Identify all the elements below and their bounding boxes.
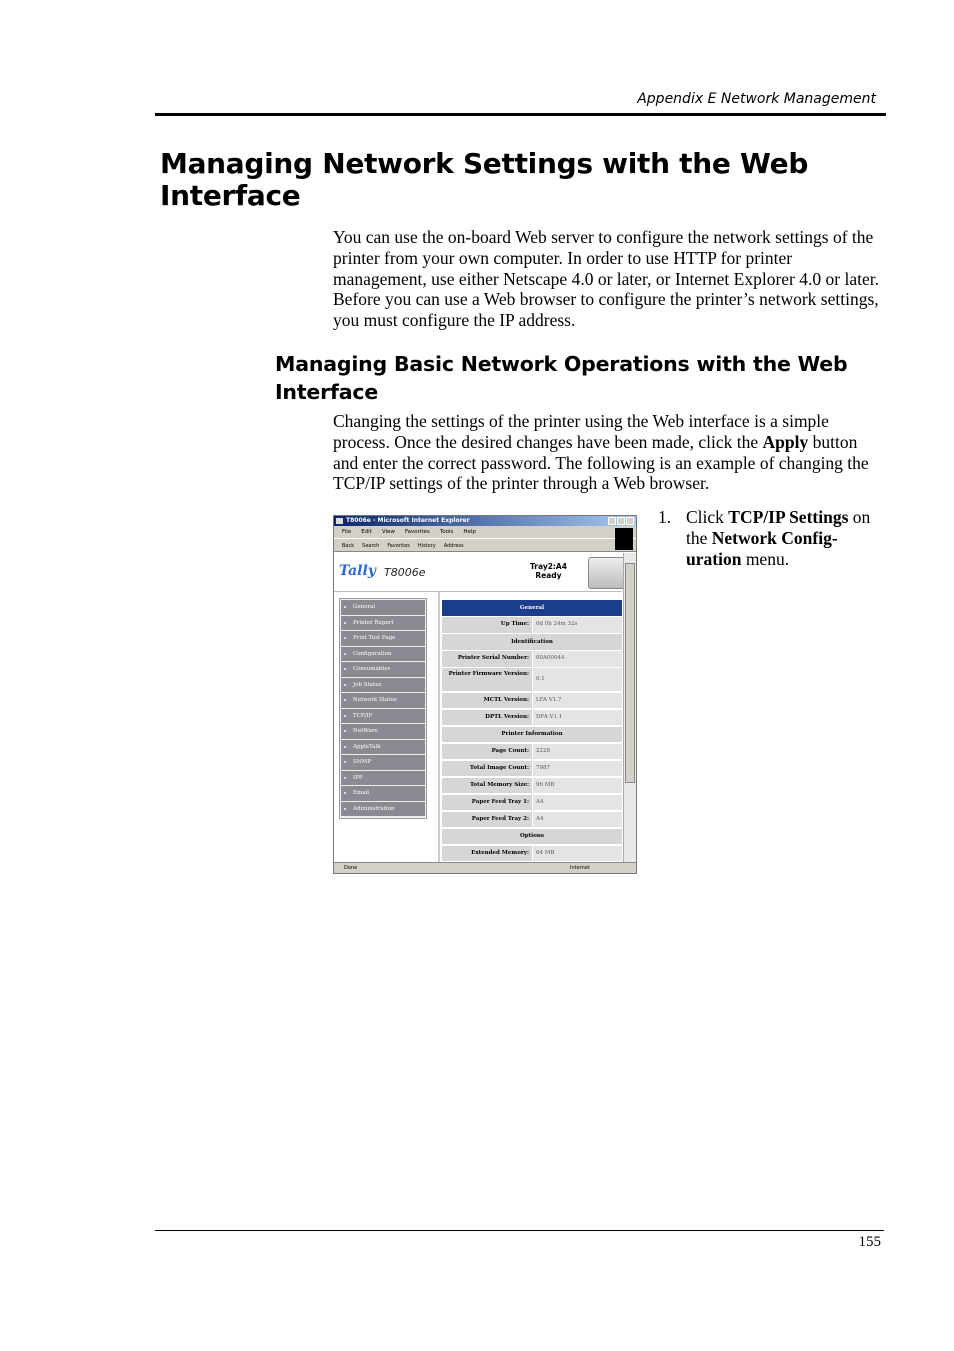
nav-item: ► Printer Report xyxy=(341,616,425,631)
frame-divider xyxy=(438,592,440,862)
nav-item: ► Email xyxy=(341,786,425,801)
row-value: 96 MB xyxy=(533,778,622,794)
menu-item: Help xyxy=(463,529,476,535)
nav-item: ► SNMP xyxy=(341,755,425,770)
minimize-icon xyxy=(608,517,616,525)
body-paragraph: Changing the settings of the printer using the Web interface is a simple process. Once the desired changes have been made, click the Apply button and enter the correct password. The following is an example of changing the TCP/IP settings of the printer through a Web browser. xyxy=(333,411,869,494)
nav-item: ► Consumables xyxy=(341,662,425,677)
menu-item: File xyxy=(342,529,352,535)
nav-item: ► NetWare xyxy=(341,724,425,739)
tally-logo: Tally xyxy=(339,563,376,579)
row-value: A4 xyxy=(533,795,622,811)
row-value: 64 MB xyxy=(533,846,622,862)
row-label: Up Time: xyxy=(442,617,532,633)
table-header: General xyxy=(442,600,622,616)
footer-rule xyxy=(155,1230,884,1231)
nav-item: ► General xyxy=(341,600,425,615)
running-header: Appendix E Network Management xyxy=(637,91,876,107)
menu-item: Tools xyxy=(439,529,454,535)
toolbar-item: Back xyxy=(342,543,355,549)
table-row xyxy=(442,617,622,633)
window-titlebar xyxy=(334,516,636,526)
nav-item: ► Job Status xyxy=(341,678,425,693)
nav-item: ► TCP/IP xyxy=(341,709,425,724)
close-icon xyxy=(626,517,634,525)
section-heading: Managing Network Settings with the Web Interface xyxy=(160,147,809,212)
table-row xyxy=(442,846,622,862)
nav-item: ► Administration xyxy=(341,802,425,817)
table-section: Printer Information xyxy=(442,727,622,743)
row-value: 0d 0h 24m 32s xyxy=(533,617,622,633)
subsection-heading: Managing Basic Network Operations with the Web Interface xyxy=(275,352,848,404)
nav-item: ► Configuration xyxy=(341,647,425,662)
row-label: MCTL Version: xyxy=(442,693,532,709)
row-value: A4 xyxy=(533,812,622,828)
menu-item: View xyxy=(381,529,395,535)
vertical-scrollbar xyxy=(623,553,636,863)
nav-item: ► IPP xyxy=(341,771,425,786)
row-label: Total Memory Size: xyxy=(442,778,532,794)
row-value: 0.1 xyxy=(533,668,622,691)
row-value: 7987 xyxy=(533,761,622,777)
table-row xyxy=(442,795,622,811)
menu-item: Edit xyxy=(361,529,372,535)
printer-model: T8006e xyxy=(384,566,426,579)
row-value: 2228 xyxy=(533,744,622,760)
scroll-thumb xyxy=(625,563,635,783)
browser-toolbar xyxy=(334,538,636,552)
row-label: Paper Feed Tray 1: xyxy=(442,795,532,811)
printer-banner xyxy=(334,553,622,592)
row-label: Printer Firmware Version: xyxy=(442,668,532,691)
row-label: Page Count: xyxy=(442,744,532,760)
nav-item: ► Network Status xyxy=(341,693,425,708)
step-number: 1. xyxy=(658,507,672,527)
table-row xyxy=(442,812,622,828)
nav-item: ► AppleTalk xyxy=(341,740,425,755)
table-section: Options xyxy=(442,829,622,845)
browser-menubar xyxy=(334,526,636,538)
toolbar-item: Favorites xyxy=(387,543,410,549)
intro-paragraph: You can use the on-board Web server to configure the network settings of the printer from your own computer. In order to use HTTP for printer management, use either Netscape 4.0 or later, or Internet Explorer 4.0 or later. Before you can use a Web browser to configure the printer’s network settings, you must configure the IP address. xyxy=(333,227,879,331)
browser-statusbar: Done Internet xyxy=(334,862,636,873)
row-value: 00A00044 xyxy=(533,651,622,667)
table-row xyxy=(442,651,622,667)
window-title: T8006e - Microsoft Internet Explorer xyxy=(346,517,470,524)
row-value: LFA V1.7 xyxy=(533,693,622,709)
step-text: Click TCP/IP Settings on the Network Config-uration menu. xyxy=(686,507,871,569)
row-value: DFA V1.1 xyxy=(533,710,622,726)
browser-screenshot xyxy=(333,515,637,874)
table-row xyxy=(442,744,622,760)
table-row xyxy=(442,761,622,777)
table-row xyxy=(442,710,622,726)
table-row xyxy=(442,668,622,691)
printer-status: Tray2:A4 Ready xyxy=(530,562,567,580)
maximize-icon xyxy=(617,517,625,525)
nav-item: ► Print Test Page xyxy=(341,631,425,646)
toolbar-item: History xyxy=(417,543,436,549)
page-number: 155 xyxy=(858,1234,881,1250)
row-label: DPTL Version: xyxy=(442,710,532,726)
table-section: Identification xyxy=(442,634,622,650)
toolbar-item: Search xyxy=(362,543,380,549)
row-label: Total Image Count: xyxy=(442,761,532,777)
row-label: Printer Serial Number: xyxy=(442,651,532,667)
ie-window-icon xyxy=(336,518,343,524)
general-info-table xyxy=(442,600,622,863)
table-row xyxy=(442,693,622,709)
row-label: Extended Memory: xyxy=(442,846,532,862)
header-rule xyxy=(155,113,886,116)
printer-nav-menu xyxy=(339,598,427,819)
row-label: Paper Feed Tray 2: xyxy=(442,812,532,828)
window-controls xyxy=(608,517,634,525)
toolbar-item: Address xyxy=(443,543,464,549)
table-row xyxy=(442,778,622,794)
menu-item: Favorites xyxy=(404,529,430,535)
ie-logo-icon xyxy=(615,528,633,550)
